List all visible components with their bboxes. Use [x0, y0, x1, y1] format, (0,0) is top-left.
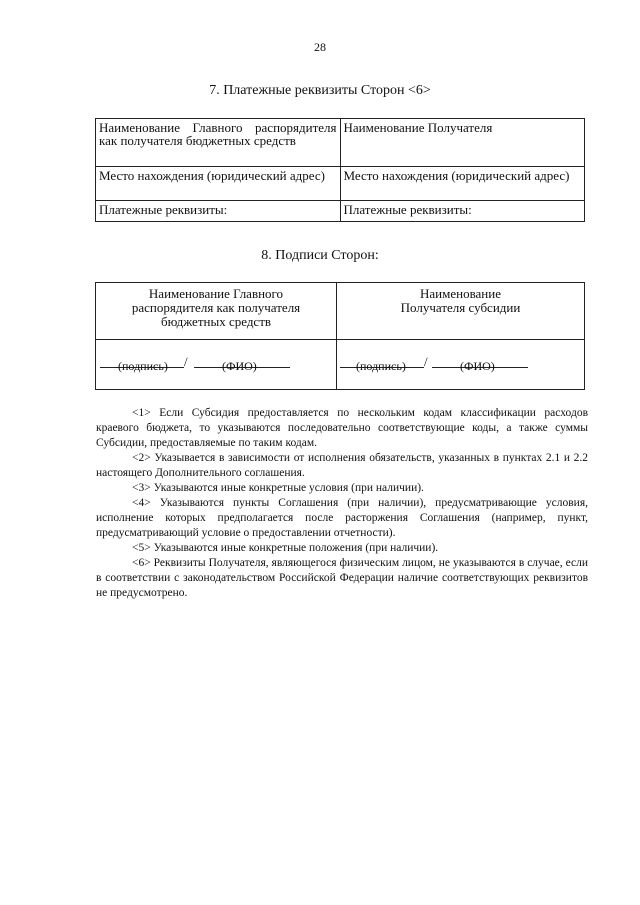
right-party-title [337, 287, 584, 315]
table-row [96, 167, 585, 201]
footnote: <2> Указывается в зависимости от исполнения обязательств, указанных в пунктах 2.1 и 2.2 настоящего Дополнительного соглашения. [96, 452, 588, 479]
footnote: <5> Указываются иные конкретные положения (при наличии). [132, 542, 439, 554]
left-name-caption: (ФИО) [222, 359, 257, 373]
slash: / [424, 354, 428, 369]
payment-details-table [95, 118, 585, 222]
left-title-line: бюджетных средств [160, 314, 272, 329]
left-party-title [96, 287, 336, 329]
right-title-line: Получателя субсидии [400, 300, 521, 315]
section-8-heading: 8. Подписи Сторон: [261, 248, 379, 263]
left-title-line: распорядителя как получателя [131, 300, 301, 315]
left-payment-details-label: Платежные реквизиты: [99, 202, 228, 217]
table-row [96, 201, 585, 222]
footnote: <6> Реквизиты Получателя, являющегося физическим лицом, не указываются в случае, если в соответствии с законодательством Российской Федерации наличие соответствующих реквизитов не предусмотрено. [96, 557, 588, 599]
table-cell [340, 201, 585, 222]
table-cell [96, 167, 341, 201]
table-cell [96, 201, 341, 222]
left-signature-caption: (подпись) [118, 359, 168, 373]
right-signature-caption: (подпись) [356, 359, 406, 373]
section-7-heading: 7. Платежные реквизиты Сторон <6> [209, 83, 431, 98]
signatures-table [95, 282, 585, 390]
left-title-line: Наименование Главного [148, 286, 284, 301]
row-divider [96, 339, 584, 340]
table-cell [96, 119, 341, 167]
table-cell [340, 119, 585, 167]
left-address-label: Место нахождения (юридический адрес) [99, 168, 325, 183]
slash: / [184, 354, 188, 369]
table-row [96, 119, 585, 167]
right-name-caption: (ФИО) [460, 359, 495, 373]
right-payment-details-label: Платежные реквизиты: [343, 202, 472, 217]
table-cell [340, 167, 585, 201]
right-title-line: Наименование [420, 286, 501, 301]
main-manager-name-label: Наименование Главного распорядителя как получателя бюджетных средств [99, 120, 337, 148]
footnotes [96, 406, 588, 601]
right-address-label: Место нахождения (юридический адрес) [343, 168, 570, 183]
footnote: <1> Если Субсидия предоставляется по нескольким кодам классификации расходов краевого бюджета, то указываются последовательно соответствующие коды, а также суммы Субсидии, предоставляемые по таким кодам. [96, 407, 588, 449]
footnote: <3> Указываются иные конкретные условия (при наличии). [132, 482, 424, 494]
recipient-name-label: Наименование Получателя [343, 120, 493, 135]
page-number: 28 [314, 40, 326, 54]
footnote: <4> Указываются пункты Соглашения (при наличии), предусматривающие условия, исполнение которых предполагается после расторжения Соглашения (например, пункт, предусматривающий условие о предоставлении отчетности). [96, 497, 588, 539]
